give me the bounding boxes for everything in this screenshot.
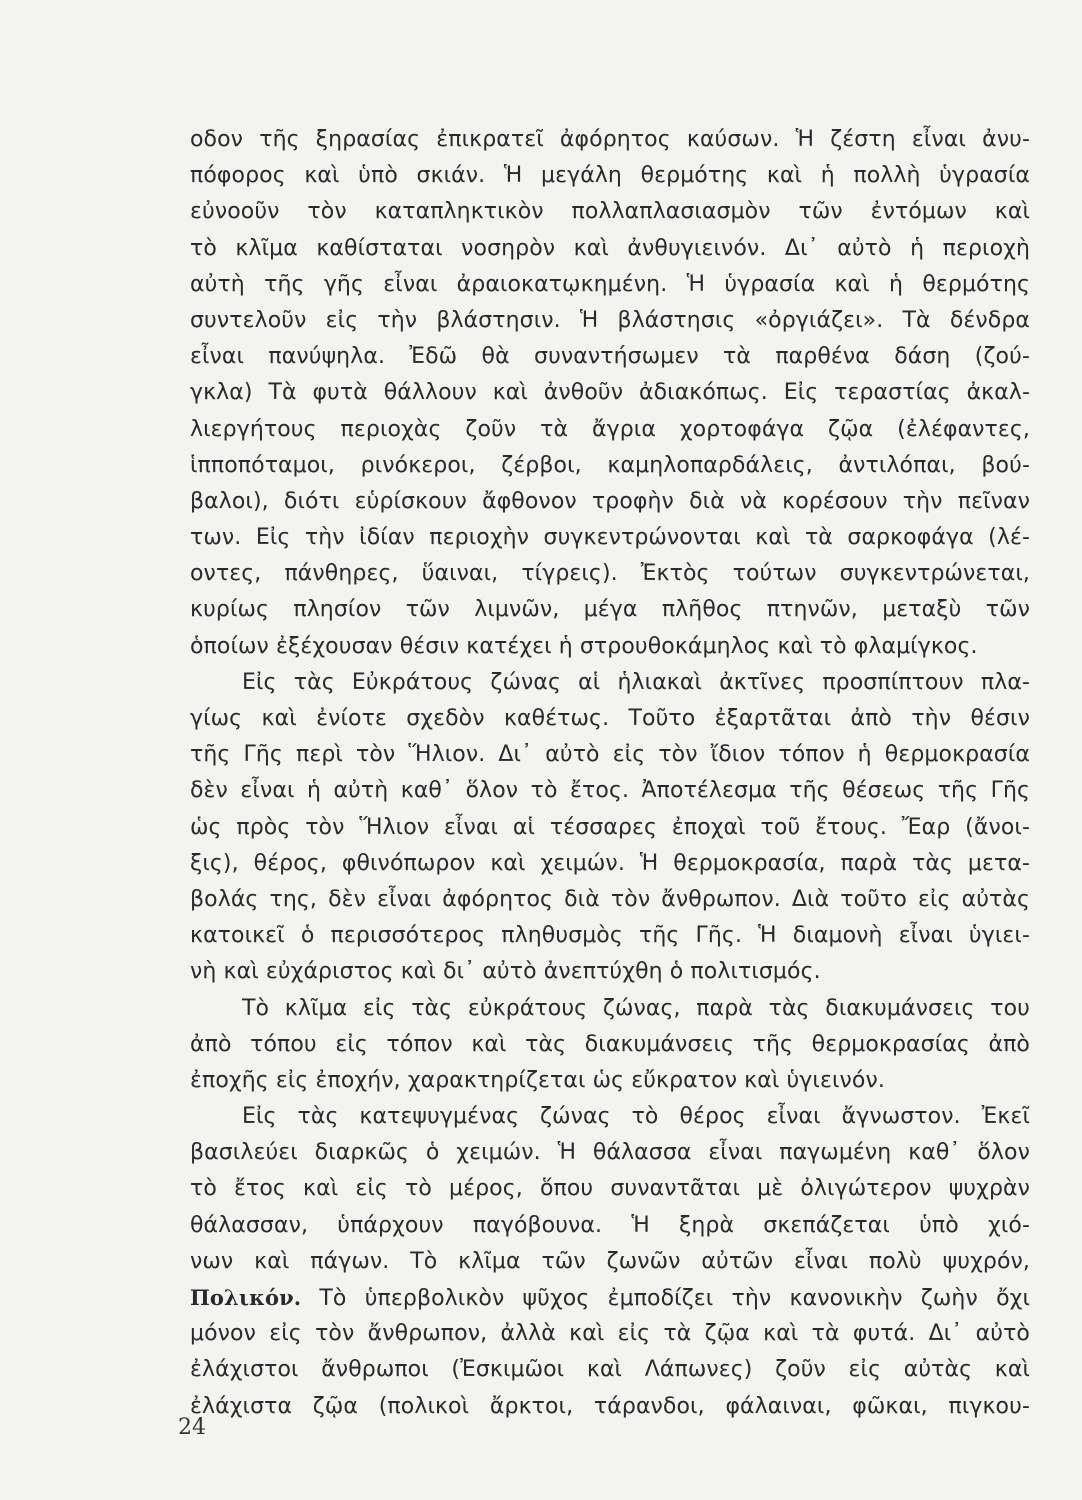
text-line: οντες, πάνθηρες, ὕαιναι, τίγρεις). Ἐκτὸς τούτων συγκεντρώνεται, xyxy=(190,561,1030,587)
text-line-rest: Τὸ ὑπερβολικὸν ψῦχος ἐμποδίζει τὴν κανονικὴν ζωὴν ὄχι xyxy=(319,1286,1030,1311)
text-line: λιεργήτους περιοχὰς ζοῦν τὰ ἄγρια χορτοφάγα ζῷα (ἐλέφαντες, xyxy=(190,416,1030,442)
text-line: ἐλάχιστοι ἄνθρωποι (Ἐσκιμῶοι καὶ Λάπωνες) ζοῦν εἰς αὐτὰς καὶ xyxy=(190,1357,1030,1383)
text-line: νων καὶ πάγων. Τὸ κλῖμα τῶν ζωνῶν αὐτῶν εἶναι πολὺ ψυχρόν, xyxy=(190,1248,1030,1274)
text-line: ὡς πρὸς τὸν Ἥλιον εἶναι αἱ τέσσαρες ἐποχαὶ τοῦ ἔτους. Ἔαρ (ἄνοι- xyxy=(190,814,1030,840)
text-line: μόνον εἰς τὸν ἄνθρωπον, ἀλλὰ καὶ εἰς τὰ ζῷα καὶ τὰ φυτά. Δι᾿ αὐτὸ xyxy=(190,1321,1030,1347)
text-line: βαλοι), διότι εὑρίσκουν ἄφθονον τροφὴν διὰ νὰ κορέσουν τὴν πεῖναν xyxy=(190,488,1030,514)
text-line: Εἰς τὰς Εὐκράτους ζώνας αἱ ἡλιακαὶ ἀκτῖνες προσπίπτουν πλα- xyxy=(242,669,1030,695)
text-line: ὁποίων ἐξέχουσαν θέσιν κατέχει ἡ στρουθοκάμηλος καὶ τὸ φλαμίγκος. xyxy=(190,633,978,659)
text-line: Τὸ κλῖμα εἰς τὰς εὐκράτους ζώνας, παρὰ τὰς διακυμάνσεις του xyxy=(242,995,1030,1021)
text-line: θάλασσαν, ὑπάρχουν παγόβουνα. Ἡ ξηρὰ σκεπάζεται ὑπὸ χιό- xyxy=(190,1212,1030,1238)
text-line: των. Εἰς τὴν ἰδίαν περιοχὴν συγκεντρώνονται καὶ τὰ σαρκοφάγα (λέ- xyxy=(190,525,1030,551)
text-line: ξις), θέρος, φθινόπωρον καὶ χειμών. Ἡ θερμοκρασία, παρὰ τὰς μετα- xyxy=(190,850,1030,876)
text-line: δὲν εἶναι ἡ αὐτὴ καθ᾿ ὅλον τὸ ἔτος. Ἀποτέλεσμα τῆς θέσεως τῆς Γῆς xyxy=(190,778,1030,804)
text-line: βασιλεύει διαρκῶς ὁ χειμών. Ἡ θάλασσα εἶναι παγωμένη καθ᾿ ὅλον xyxy=(190,1140,1030,1166)
text-line: κατοικεῖ ὁ περισσότερος πληθυσμὸς τῆς Γῆς. Ἡ διαμονὴ εἶναι ὑγιει- xyxy=(190,923,1030,949)
bold-term: Πολικόν. xyxy=(190,1285,302,1310)
text-line: πόφορος καὶ ὑπὸ σκιάν. Ἡ μεγάλη θερμότης καὶ ἡ πολλὴ ὑγρασία xyxy=(190,163,1030,189)
text-line: οδον τῆς ξηρασίας ἐπικρατεῖ ἀφόρητος καύσων. Ἡ ζέστη εἶναι ἀνυ- xyxy=(190,127,1030,152)
text-line xyxy=(190,1280,1030,1316)
text-line: τὸ κλῖμα καθίσταται νοσηρὸν καὶ ἀνθυγιεινόν. Δι᾿ αὐτὸ ἡ περιοχὴ xyxy=(190,235,1030,261)
text-line: γίως καὶ ἐνίοτε σχεδὸν καθέτως. Τοῦτο ἐξαρτᾶται ἀπὸ τὴν θέσιν xyxy=(190,706,1030,731)
text-line: κυρίως πλησίον τῶν λιμνῶν, μέγα πλῆθος πτηνῶν, μεταξὺ τῶν xyxy=(190,597,1030,623)
text-line: ἀπὸ τόπου εἰς τόπον καὶ τὰς διακυμάνσεις τῆς θερμοκρασίας ἀπὸ xyxy=(190,1031,1030,1057)
text-line: Εἰς τὰς κατεψυγμένας ζώνας τὸ θέρος εἶναι ἄγνωστον. Ἐκεῖ xyxy=(242,1104,1030,1130)
text-line: εἶναι πανύψηλα. Ἐδῶ θὰ συναντήσωμεν τὰ παρθένα δάση (ζού- xyxy=(190,344,1030,370)
page-body xyxy=(190,122,1030,1425)
text-line: εὐνοοῦν τὸν καταπληκτικὸν πολλαπλασιασμὸν τῶν ἐντόμων καὶ xyxy=(190,199,1030,225)
text-line: τὸ ἔτος καὶ εἰς τὸ μέρος, ὅπου συναντᾶται μὲ ὀλιγώτερον ψυχρὰν xyxy=(190,1176,1030,1202)
text-line: τῆς Γῆς περὶ τὸν Ἥλιον. Δι᾿ αὐτὸ εἰς τὸν ἴδιον τόπον ἡ θερμοκρασία xyxy=(190,742,1030,768)
text-line: ἱπποπόταμοι, ρινόκεροι, ζέρβοι, καμηλοπαρδάλεις, ἀντιλόπαι, βού- xyxy=(190,452,1030,478)
text-line: βολάς της, δὲν εἶναι ἀφόρητος διὰ τὸν ἄνθρωπον. Διὰ τοῦτο εἰς αὐτὰς xyxy=(190,886,1030,912)
text-line: ἐποχῆς εἰς ἐποχήν, χαρακτηρίζεται ὡς εὔκρατον καὶ ὑγιεινόν. xyxy=(190,1067,885,1093)
text-line: γκλα) Τὰ φυτὰ θάλλουν καὶ ἀνθοῦν ἀδιακόπως. Εἰς τεραστίας ἀκαλ- xyxy=(190,380,1030,406)
text-line: ἐλάχιστα ζῷα (πολικοὶ ἄρκτοι, τάρανδοι, φάλαιναι, φῶκαι, πιγκου- xyxy=(190,1393,1030,1419)
page-number: 24 xyxy=(178,1415,206,1440)
text-line: συντελοῦν εἰς τὴν βλάστησιν. Ἡ βλάστησις «ὀργιάζει». Τὰ δένδρα xyxy=(190,307,1030,333)
text-line: νὴ καὶ εὐχάριστος καὶ δι᾿ αὐτὸ ἀνεπτύχθη ὁ πολιτισμός. xyxy=(190,959,821,985)
text-line: αὐτὴ τῆς γῆς εἶναι ἀραιοκατῳκημένη. Ἡ ὑγρασία καὶ ἡ θερμότης xyxy=(190,271,1030,297)
